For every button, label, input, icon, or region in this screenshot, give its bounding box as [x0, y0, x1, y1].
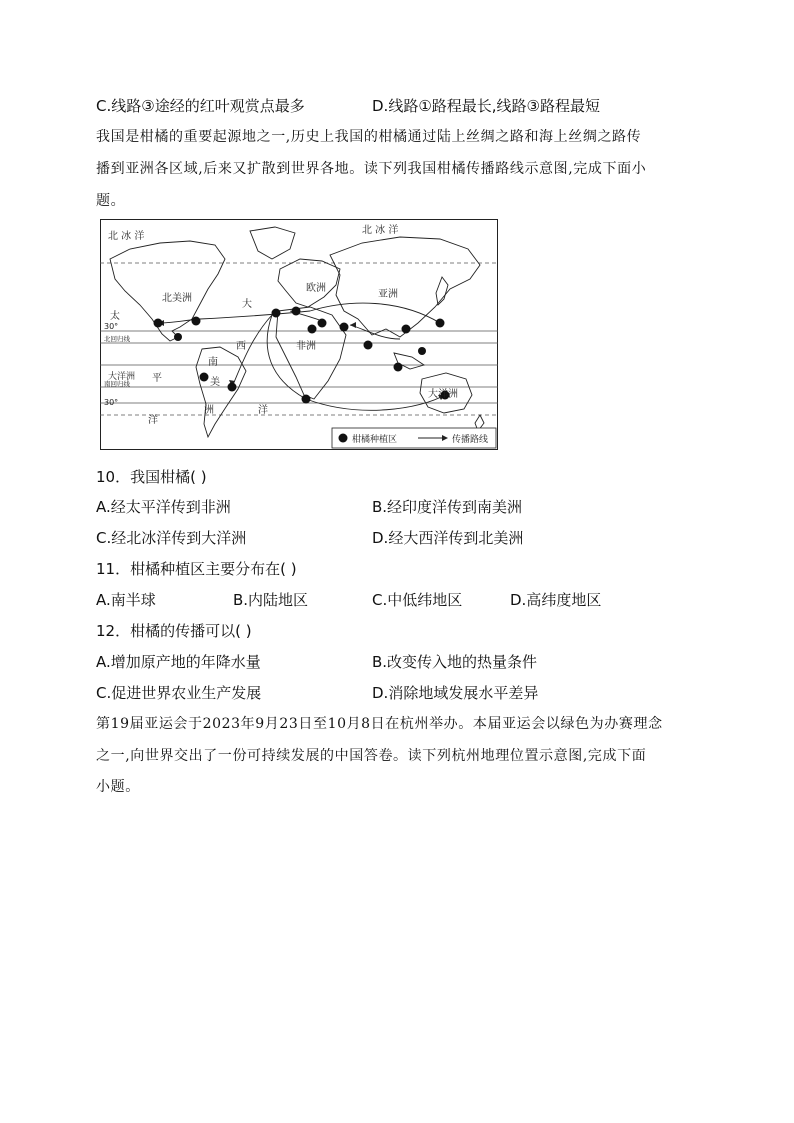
q12-option-d: D.消除地域发展水平差异	[372, 684, 539, 702]
map-label-south-america-3: 洲	[204, 405, 214, 416]
q10-option-b: B.经印度洋传到南美洲	[372, 498, 523, 516]
q12-option-a: A.增加原产地的年降水量	[96, 653, 261, 671]
map-label-north-america: 北美洲	[162, 293, 192, 304]
map-label-arctic-right: 北 冰 洋	[362, 225, 399, 236]
q11-option-a: A.南半球	[96, 591, 156, 609]
q9-option-c: C.线路③途经的红叶观赏点最多	[96, 97, 305, 115]
map-label-lat-30n: 30°	[104, 322, 119, 331]
map-label-oceania-right: 大洋洲	[428, 389, 458, 400]
map-label-pacific-2: 平	[152, 373, 162, 384]
map-label-south-america-1: 南	[208, 357, 218, 368]
q10-option-d: D.经大西洋传到北美洲	[372, 529, 524, 547]
q10-option-a: A.经太平洋传到非洲	[96, 498, 231, 516]
map-label-arctic-left: 北 冰 洋	[108, 231, 145, 242]
map-label-africa: 非洲	[296, 341, 316, 352]
q11-stem: 11．柑橘种植区主要分布在( )	[96, 560, 297, 578]
q10-stem: 10．我国柑橘( )	[96, 468, 207, 486]
q9-option-d: D.线路①路程最长,线路③路程最短	[372, 97, 600, 115]
legend-route-label: 传播路线	[452, 435, 489, 445]
map-label-tropic-cancer: 北回归线	[104, 335, 130, 343]
map-label-asia: 亚洲	[378, 289, 398, 300]
map-label-atlantic-1: 大	[242, 299, 252, 310]
q11-option-b: B.内陆地区	[233, 591, 309, 609]
passage2-line1: 第19届亚运会于2023年9月23日至10月8日在杭州举办。本届亚运会以绿色为办赛理念	[96, 716, 663, 732]
q12-stem: 12．柑橘的传播可以( )	[96, 622, 252, 640]
q12-option-b: B.改变传入地的热量条件	[372, 653, 538, 671]
map-label-europe: 欧洲	[306, 283, 326, 294]
q10-option-c: C.经北冰洋传到大洋洲	[96, 529, 247, 547]
map-label-atlantic-2: 西	[236, 341, 246, 352]
map-label-pacific-1: 太	[110, 311, 120, 322]
q12-option-c: C.促进世界农业生产发展	[96, 684, 262, 702]
map-label-pacific-3: 洋	[148, 415, 158, 426]
citrus-spread-map	[100, 219, 498, 450]
passage1-line2: 播到亚洲各区域,后来又扩散到世界各地。读下列我国柑橘传播路线示意图,完成下面小	[96, 161, 647, 177]
map-label-lat-30s: 30°	[104, 398, 119, 407]
planting-area-legend-icon	[339, 434, 348, 443]
q11-option-c: C.中低纬地区	[372, 591, 463, 609]
map-label-south-america-2: 美	[210, 377, 220, 388]
passage2-line3: 小题。	[96, 779, 140, 795]
map-legend	[332, 428, 496, 448]
legend-planting-label: 柑橘种植区	[352, 435, 398, 445]
map-label-tropic-capricorn: 南回归线	[104, 380, 130, 388]
passage1-line3: 题。	[96, 193, 126, 209]
map-label-oceania-left: 大洋洲	[108, 372, 136, 382]
passage2-line2: 之一,向世界交出了一份可持续发展的中国答卷。读下列杭州地理位置示意图,完成下面	[96, 748, 647, 764]
passage1-line1: 我国是柑橘的重要起源地之一,历史上我国的柑橘通过陆上丝绸之路和海上丝绸之路传	[96, 129, 642, 145]
q11-option-d: D.高纬度地区	[510, 591, 602, 609]
map-label-atlantic-3: 洋	[258, 405, 268, 416]
